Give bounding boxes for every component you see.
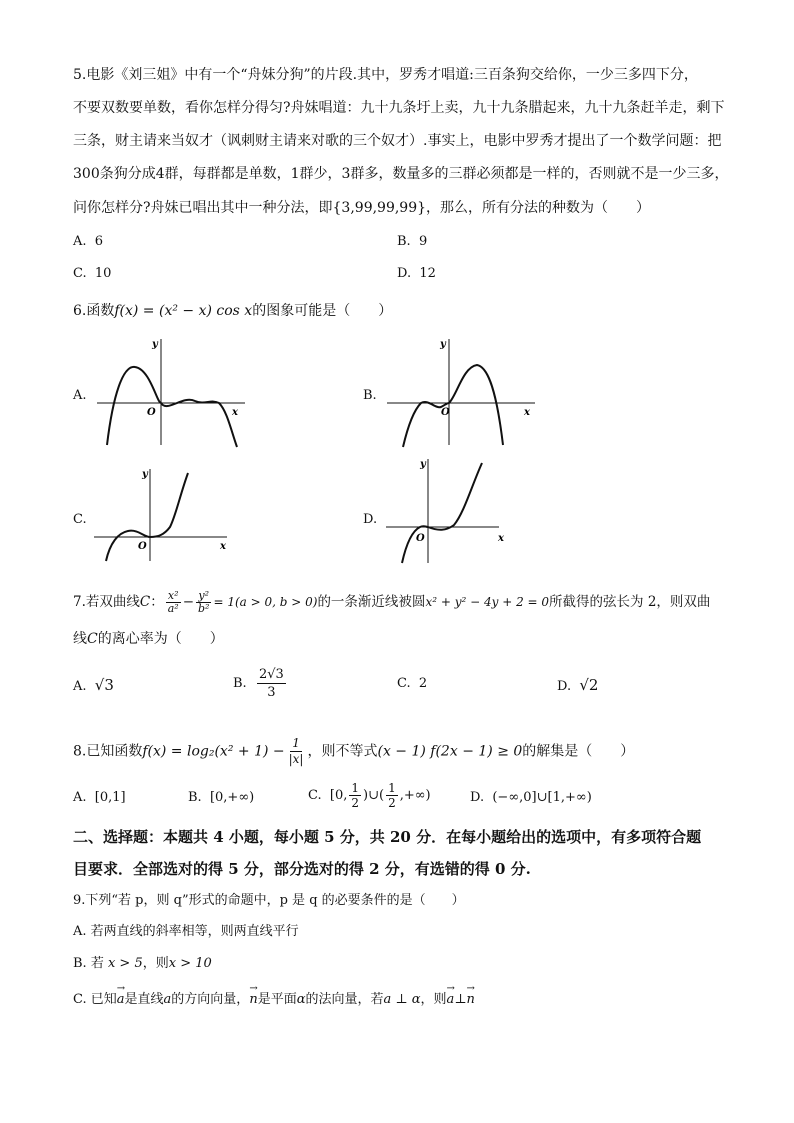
q5-option-b[interactable]: B. 9 <box>397 234 428 249</box>
q7-option-d[interactable]: D. √2 <box>557 676 599 694</box>
q6-graph-b[interactable] <box>385 335 545 450</box>
q6-option-b-label[interactable]: B. <box>363 388 377 403</box>
q8-stem: 8.已知函数f(x) = log₂(x² + 1) − $\frac{1}{|x|}$ ，则不等式(x − 1) f(2x − 1) ≥ 0的解集是（ ） <box>73 736 635 766</box>
q9-stem: 9.下列“若 p，则 q”形式的命题中，p 是 q 的必要条件的是（ ） <box>73 893 465 908</box>
q7-curve-name: C <box>139 594 151 610</box>
q5-line-4: 300条狗分成4群，每群都是单数，1群少，3群多，数量多的三群必须都是一样的，否则就不是一少三多， <box>73 166 729 182</box>
q5-option-d[interactable]: D. 12 <box>397 266 436 281</box>
q9-option-a[interactable]: A. 若两直线的斜率相等，则两直线平行 <box>73 924 299 939</box>
vector-n: → n <box>249 992 257 1007</box>
q6-c-x-label: x <box>220 541 226 552</box>
section-2-line-2: 目要求．全部选对的得 5 分，部分选对的得 2 分，有选错的得 0 分. <box>73 860 531 878</box>
q7-option-a[interactable]: A. √3 <box>73 676 114 694</box>
q6-d-x-label: x <box>498 533 504 544</box>
q7-circle-equation: x² + y² − 4y + 2 = 0 <box>425 595 550 609</box>
q6-option-c-label[interactable]: C. <box>73 512 87 527</box>
q8-inequality: (x − 1) f(2x − 1) ≥ 0 <box>377 743 523 760</box>
q8-option-a[interactable]: A. [0,1] <box>73 790 126 805</box>
q9-option-b[interactable]: B. 若 x > 5，则x > 10 <box>73 956 212 971</box>
q6-b-origin: O <box>441 407 450 418</box>
q8-option-b[interactable]: B. [0,+∞) <box>188 790 255 805</box>
q6-option-a-label[interactable]: A. <box>73 388 87 403</box>
q6-option-d-label[interactable]: D. <box>363 512 378 527</box>
q7-stem-line-1: 7.若双曲线C： $\frac{\text{x²}}{\text{a²}}$ − $\frac{\text{y²}}{\text{b²}}$ = 1(a > 0, b > 0)的一条渐近线被圆x² + y² − 4y + 2 = 0所截得的弦长为 2，则双曲 <box>73 589 711 615</box>
q6-stem: 6.函数f(x) = (x² − x) cos x的图象可能是（ ） <box>73 303 393 319</box>
q5-set: {3,99,99,99} <box>332 200 427 216</box>
q6-b-y-label: y <box>440 339 446 350</box>
q5-line-2: 不要双数要单数，看你怎样分得匀?舟妹唱道：九十九条圩上卖，九十九条腊起来，九十九条赶羊走，剩下 <box>73 100 725 116</box>
q5-option-a[interactable]: A. 6 <box>73 234 104 249</box>
q8-option-d[interactable]: D. (−∞,0]∪[1,+∞) <box>470 790 592 805</box>
q6-a-x-label: x <box>232 407 238 418</box>
q6-graph-d[interactable] <box>384 455 514 565</box>
q5-line-3: 三条，财主请来当奴才（讽刺财主请来对歌的三个奴才）.事实上，电影中罗秀才提出了一个数学问题：把 <box>73 133 722 149</box>
section-2-line-1: 二、选择题：本题共 4 小题，每小题 5 分，共 20 分．在每小题给出的选项中，有多项符合题 <box>73 828 702 846</box>
vector-a: → a <box>117 992 125 1007</box>
q6-c-y-label: y <box>142 469 148 480</box>
q6-d-origin: O <box>416 533 425 544</box>
q5-line-1: 5.电影《刘三姐》中有一个“舟妹分狗”的片段.其中，罗秀才唱道:三百条狗交给你，一少三多四下分， <box>73 67 698 83</box>
q5-line-5 <box>73 197 650 217</box>
q6-a-origin: O <box>147 407 156 418</box>
q8-option-c[interactable]: C. [0, $\frac{1}{2}$ )∪( $\frac{1}{2}$ ,+∞) <box>308 781 431 810</box>
q6-graph-c[interactable] <box>92 465 242 565</box>
q6-d-y-label: y <box>420 459 426 470</box>
q6-c-origin: O <box>138 541 147 552</box>
q7-option-b[interactable]: B. $\frac{2√3}{3}$ <box>233 667 284 700</box>
q5-last-suffix: ，那么，所有分法的种数为（ ） <box>426 200 651 216</box>
q7-stem-line-2: 线C的离心率为（ ） <box>73 631 224 647</box>
q5-last-prefix: 问你怎样分?舟妹已唱出其中一种分法，即 <box>73 200 333 216</box>
q6-graph-a[interactable] <box>95 335 255 450</box>
q6-b-x-label: x <box>524 407 530 418</box>
q6-formula: f(x) = (x² − x) cos x <box>114 303 253 319</box>
q8-function: f(x) = log₂(x² + 1) − <box>142 743 285 760</box>
q5-option-c[interactable]: C. 10 <box>73 266 112 281</box>
q7-option-c[interactable]: C. 2 <box>397 676 428 691</box>
q9-option-c[interactable]: C. 已知→ a是直线a的方向向量，→ n是平面α的法向量，若a ⊥ α，则→ a⊥→ n <box>73 988 475 1007</box>
q6-a-y-label: y <box>152 339 158 350</box>
